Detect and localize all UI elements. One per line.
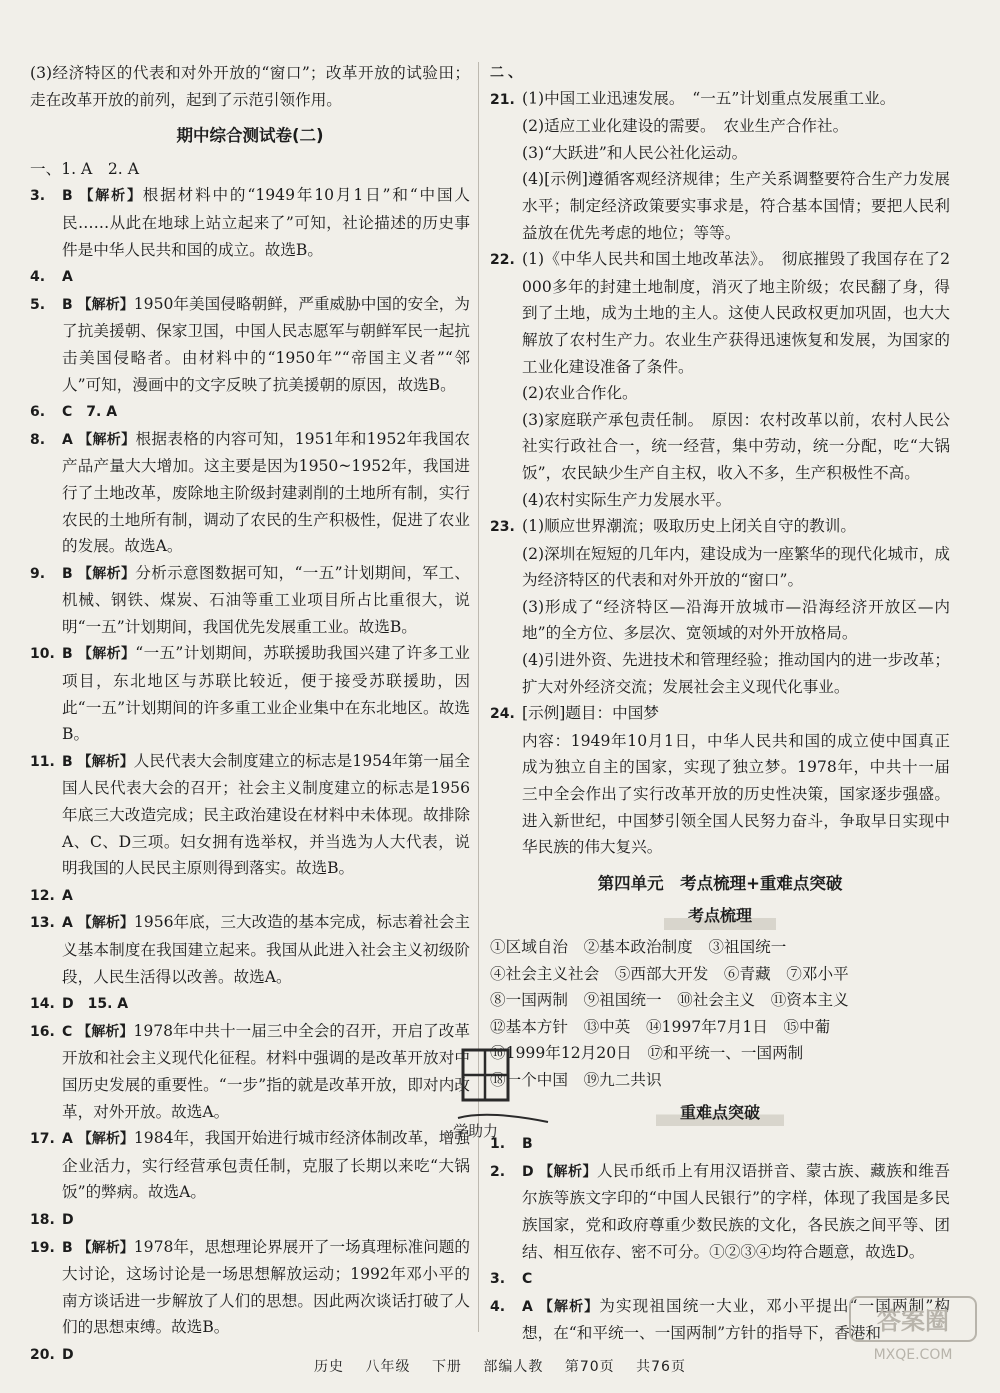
- answer-item: [30, 990, 470, 1018]
- answer-number: 4.: [490, 1298, 506, 1315]
- subsection-title: [490, 903, 950, 930]
- analysis-tag: 【解析】: [77, 1023, 134, 1040]
- answer-number: 19.: [30, 1239, 55, 1256]
- answer-line: 一、1. A 2. A: [30, 159, 139, 178]
- answer-item: [30, 882, 470, 910]
- analysis-tag: 【解析】: [78, 431, 136, 448]
- answer-number: 14.: [30, 996, 55, 1013]
- answer-text: 根据表格的内容可知，1951年和1952年我国农产品产量大大增加。这主要是因为1950~1952年，我国进行了土地改革，废除地主阶级封建剥削的土地所有制，实行农民的土地所有制，调动了农民的生产积极性，促进了农业的发展。故选A。: [62, 429, 471, 556]
- right-column: [490, 60, 950, 1347]
- answer-number: 5.: [30, 296, 46, 313]
- footer-page: 第70页: [564, 1359, 615, 1375]
- analysis-tag: 【解析】: [538, 1298, 600, 1315]
- answer-choice: C: [62, 1023, 73, 1040]
- answer-item: [30, 640, 470, 747]
- answer-continuation: (2)农业合作化。: [522, 384, 638, 403]
- answer-choice: A: [62, 915, 73, 932]
- answer-continuation: (4)引进外资、先进技术和管理经验；推动国内的进一步改革；扩大对外经济交流；发展社会主义现代化事业。: [522, 651, 950, 696]
- answer-line: ①区域自治 ②基本政治制度 ③祖国统一: [490, 938, 787, 956]
- answer-number: 1.: [490, 1136, 506, 1153]
- answer-choice: A: [62, 431, 73, 448]
- analysis-tag: 【解析】: [77, 646, 136, 663]
- answer-number: 10.: [30, 646, 55, 663]
- analysis-tag: 【解析】: [77, 915, 134, 932]
- column-divider: [478, 62, 479, 1332]
- answer-text: 人民代表大会制度建立的标志是1954年第一届全国人民代表大会的召开；社会主义制度建立的标志是1956年底三大改造完成；民主政治建设在材料中未体现。故排除A、C、D三项。妇女拥有选举权，并当选为人大代表，说明我国的人民民主原则得到落实。故选B。: [62, 751, 471, 878]
- answer-item: [490, 246, 950, 380]
- answer-line: ⑱一个中国 ⑲九二共识: [490, 1070, 662, 1089]
- footer-volume: 下册: [431, 1359, 462, 1375]
- analysis-tag: 【解析】: [77, 1239, 134, 1256]
- answer-continuation: (4)农村实际生产力发展水平。: [522, 490, 732, 509]
- answer-item: [30, 1125, 470, 1206]
- answer-number: 13.: [30, 915, 55, 932]
- answer-choice: B: [62, 1239, 73, 1256]
- answer-item: [490, 700, 950, 728]
- answer-item: [490, 60, 950, 113]
- answer-number: 3.: [30, 188, 46, 205]
- answer-continuation: (3)形成了“经济特区—沿海开放城市—沿海经济开放区—内地”的全方位、多层次、宽领域的对外开放格局。: [522, 597, 950, 643]
- handwritten-doodle: [448, 1030, 558, 1140]
- answer-item: [30, 291, 470, 398]
- handwriting-text: 学助力: [453, 1122, 499, 1140]
- svg-text:MXQE.COM: MXQE.COM: [873, 1347, 953, 1363]
- answer-choice: C 7. A: [62, 404, 118, 421]
- answer-choice: D: [62, 1346, 74, 1363]
- answer-text: 分析示意图数据可知，“一五”计划期间，军工、机械、钢铁、煤炭、石油等重工业项目所占比重很大，说明“一五”计划期间，我国优先发展重工业。故选B。: [62, 563, 470, 636]
- subsection-title-text: 重难点突破: [656, 1100, 784, 1127]
- answer-item: [30, 1234, 470, 1341]
- footer-subject: 历史: [314, 1359, 345, 1375]
- answer-text: (1)顺应世界潮流；吸取历史上闭关自守的教训。: [522, 517, 856, 536]
- answer-number: 23.: [490, 519, 515, 536]
- answer-choice: D: [62, 1211, 74, 1228]
- answer-item: [490, 1130, 950, 1158]
- answer-choice: A: [62, 1131, 73, 1148]
- answer-item: [30, 182, 470, 263]
- answer-number: 4.: [30, 269, 46, 286]
- answer-item: [490, 513, 950, 541]
- answer-text: 根据材料中的“1949年10月1日”和“中国人民……从此在地球上站立起来了”可知，社论描述的历史事件是中华人民共和国的成立。故选B。: [62, 186, 470, 259]
- answer-item: [30, 560, 470, 641]
- answer-text: 为实现祖国统一大业，邓小平提出“一国两制”构想，在“和平统一、一国两制”方针的指导下，香港和: [522, 1296, 951, 1343]
- answer-line: ⑧一国两制 ⑨祖国统一 ⑩社会主义 ⑪资本主义: [490, 991, 849, 1010]
- answer-continuation: (2)适应工业化建设的需要。 农业生产合作社。: [522, 117, 849, 136]
- answer-line: ⑯1999年12月20日 ⑰和平统一、一国两制: [490, 1044, 804, 1063]
- answer-continuation: (3)家庭联产承包责任制。 原因：农村改革以前，农村人民公社实行政社合一，统一经营，集中劳动，统一分配，吃“大锅饭”，农民缺少生产自主权，收入不多，生产积极性不高。: [522, 410, 950, 482]
- answer-continuation: 内容：1949年10月1日，中华人民共和国的成立使中国真正成为独立自主的国家，实现了独立梦。1978年，中共十一届三中全会作出了实行改革开放的历史性决策，国家逐步强盛。进入新世纪，中国梦引领全国人民努力奋斗，争取早日实现中华民族的伟大复兴。: [522, 731, 950, 857]
- answer-choice: D: [522, 1163, 534, 1180]
- answer-text: (1)中国工业迅速发展。 “一五”计划重点发展重工业。: [522, 89, 896, 108]
- answer-item: [30, 426, 470, 560]
- answer-number: 18.: [30, 1211, 55, 1228]
- footer-edition: 部编人教: [483, 1359, 544, 1375]
- answer-number: 11.: [30, 753, 55, 770]
- answer-choice: A: [62, 269, 73, 286]
- svg-text:答案圈: 答案圈: [877, 1307, 949, 1335]
- answer-number: 22.: [490, 252, 515, 269]
- answer-number: 20.: [30, 1346, 55, 1363]
- answer-continuation: (2)深圳在短短的几年内，建设成为一座繁华的现代化城市，成为经济特区的代表和对外开放的“窗口”。: [522, 544, 950, 590]
- answer-item: [30, 398, 470, 426]
- analysis-tag: 【解析】: [77, 565, 136, 582]
- answer-text: 1978年中共十一届三中全会的召开，开启了改革开放和社会主义现代化征程。材料中强调的是改革开放对中国历史发展的重要性。“一步”指的就是改革开放，即对内改革，对外开放。故选A。: [62, 1021, 471, 1121]
- answer-text: “一五”计划期间，苏联援助我国兴建了许多工业项目，东北地区与苏联比较近，便于接受苏联援助，因此“一五”计划期间的许多重工业企业集中在东北地区。故选B。: [62, 644, 470, 744]
- answer-number: 12.: [30, 887, 55, 904]
- answer-text: 1950年美国侵略朝鲜，严重威胁中国的安全，为了抗美援朝、保家卫国，中国人民志愿军与朝鲜军民一起抗击美国侵略者。由材料中的“1950年”“帝国主义者”“邻人”可知，漫画中的文字反映了抗美援朝的原因，故选B。: [62, 294, 471, 394]
- answer-choice: B: [62, 296, 73, 313]
- answer-choice: B: [62, 646, 73, 663]
- answer-item: [30, 909, 470, 990]
- answer-item: [30, 1206, 470, 1234]
- answer-text: 1984年，我国开始进行城市经济体制改革，增强企业活力，实行经营承包责任制，克服了长期以来吃“大锅饭”的弊病。故选A。: [62, 1129, 470, 1202]
- answer-item: [490, 1265, 950, 1293]
- answer-item: [490, 1158, 950, 1265]
- subsection-title: [490, 1100, 950, 1127]
- answer-text: 人民币纸币上有用汉语拼音、蒙古族、藏族和维吾尔族等族文字印的“中国人民银行”的字样，体现了我国是多民族国家，党和政府尊重少数民族的文化，各民族之间平等、团结、相互依存、密不可分。①②③④均符合题意，故选D。: [522, 1161, 950, 1261]
- subsection-title-text: 考点梳理: [664, 903, 776, 930]
- footer-grade: 八年级: [365, 1359, 411, 1375]
- answer-number: 8.: [30, 431, 46, 448]
- answer-number: 3.: [490, 1271, 506, 1288]
- left-column: [30, 60, 470, 1369]
- answer-continuation: (3)“大跃进”和人民公社化运动。: [522, 143, 748, 162]
- answer-choice: A: [522, 1298, 533, 1315]
- footer-total: 共76页: [636, 1359, 686, 1375]
- answer-continuation: (4)[示例]遵循客观经济规律；生产关系调整要符合生产力发展水平；制定经济政策要实事求是，符合基本国情；要把人民利益放在优先考虑的地位；等等。: [522, 170, 950, 242]
- answer-item: [30, 748, 470, 882]
- answer-choice: B: [522, 1136, 533, 1153]
- answer-choice: B: [62, 565, 73, 582]
- answer-choice: B: [62, 753, 73, 770]
- answer-item: [30, 263, 470, 291]
- answer-number: 9.: [30, 565, 46, 582]
- answer-choice: B: [62, 188, 73, 205]
- answer-item: [30, 1018, 470, 1125]
- answer-number: 24.: [490, 706, 515, 723]
- paragraph: (3)经济特区的代表和对外开放的“窗口”；改革开放的试验田；走在改革开放的前列，起到了示范引领作用。: [30, 64, 470, 109]
- section-title: 第四单元 考点梳理+重难点突破: [597, 873, 843, 893]
- analysis-tag: 【解析】: [539, 1163, 597, 1180]
- answer-line: ⑫基本方针 ⑬中英 ⑭1997年7月1日 ⑮中葡: [490, 1017, 831, 1036]
- analysis-tag: 【解析】: [77, 753, 134, 770]
- answer-number: 2.: [490, 1163, 506, 1180]
- watermark-logo: [848, 1295, 978, 1365]
- analysis-tag: 【解析】: [77, 296, 134, 313]
- answer-text: 1978年，思想理论界展开了一场真理标准问题的大讨论，这场讨论是一场思想解放运动；1992年邓小平的南方谈话进一步解放了人们的思想。因此两次谈话打破了人们的思想束缚。故选B。: [62, 1237, 471, 1337]
- answer-number: 二、21.: [490, 65, 522, 108]
- answer-choice: A: [62, 887, 73, 904]
- section-title: 期中综合测试卷(二): [176, 126, 324, 146]
- answer-text: (1)《中华人民共和国土地改革法》。 彻底摧毁了我国存在了2 000多年的封建土地制度，消灭了地主阶级；农民翻了身，得到了土地，成为土地的主人。这使人民政权更加巩固，也大大解放了农村生产力。农业生产获得迅速恢复和发展，为国家的工业化建设准备了条件。: [522, 250, 950, 376]
- answer-choice: D 15. A: [62, 996, 129, 1013]
- answer-choice: C: [522, 1271, 533, 1288]
- answer-number: 6.: [30, 404, 46, 421]
- answer-text: 1956年底，三大改造的基本完成，标志着社会主义基本制度在我国建立起来。我国从此进入社会主义初级阶段，人民生活得以改善。故选A。: [62, 913, 470, 986]
- answer-text: [示例]题目：中国梦: [522, 704, 659, 723]
- answer-number: 16.: [30, 1023, 55, 1040]
- analysis-tag: 【解析】: [77, 1131, 134, 1148]
- answer-line: ④社会主义社会 ⑤西部大开发 ⑥青藏 ⑦邓小平: [490, 964, 849, 983]
- analysis-tag: 【解析】: [79, 188, 143, 205]
- answer-number: 17.: [30, 1131, 55, 1148]
